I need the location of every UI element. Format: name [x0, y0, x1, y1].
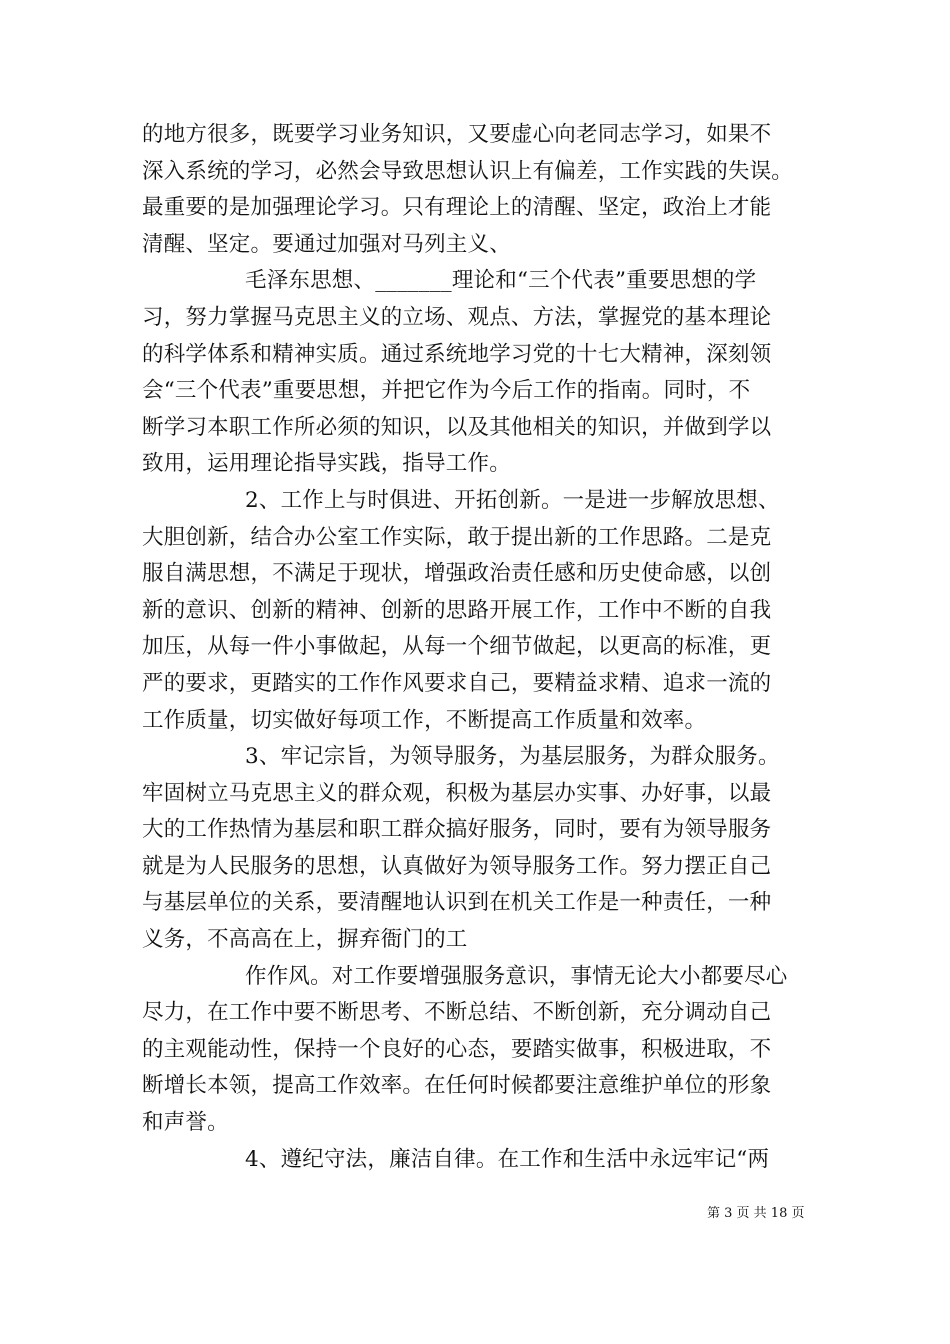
paragraph-start-line: 作作风。对工作要增强服务意识，事情无论大小都要尽心: [245, 963, 788, 989]
paragraph-start-line: 4、遵纪守法，廉洁自律。在工作和生活中永远牢记“两: [245, 1146, 770, 1172]
text-line: 大的工作热情为基层和职工群众搞好服务，同时，要有为领导服务: [142, 817, 772, 843]
text-line: 和声誉。: [142, 1110, 229, 1136]
text-line: 的地方很多，既要学习业务知识，又要虚心向老同志学习，如果不: [142, 122, 772, 147]
text-line: 会“三个代表”重要思想，并把它作为今后工作的指南。同时，不: [142, 378, 751, 404]
page-number: 第 3 页 共 18 页: [707, 1206, 805, 1221]
text-line: 就是为人民服务的思想，认真做好为领导服务工作。努力摆正自己: [142, 853, 772, 879]
text-line: 与基层单位的关系，要清醒地认识到在机关工作是一种责任，一种: [142, 890, 772, 916]
text-line: 服自满思想，不满足于现状，增强政治责任感和历史使命感，以创: [142, 561, 772, 587]
text-line: 工作质量，切实做好每项工作，不断提高工作质量和效率。: [142, 707, 707, 733]
text-line: 的科学体系和精神实质。通过系统地学习党的十七大精神，深刻领: [142, 341, 772, 367]
document-body: [142, 117, 822, 1178]
text-line: 加压，从每一件小事做起，从每一个细节做起，以更高的标准，更: [142, 634, 772, 660]
text-line: 断学习本职工作所必须的知识，以及其他相关的知识，并做到学以: [142, 414, 772, 440]
text-line: 的主观能动性，保持一个良好的心态，要踏实做事，积极进取，不: [142, 1036, 772, 1062]
text-line: 深入系统的学习，必然会导致思想认识上有偏差，工作实践的失误。: [142, 158, 794, 184]
text-line: 习，努力掌握马克思主义的立场、观点、方法，掌握党的基本理论: [142, 304, 772, 330]
text-line: 新的意识、创新的精神、创新的思路开展工作，工作中不断的自我: [142, 597, 772, 623]
paragraph-start-line: 毛泽东思想、_______理论和“三个代表”重要思想的学: [245, 268, 757, 294]
text-line: 断增长本领，提高工作效率。在任何时候都要注意维护单位的形象: [142, 1073, 772, 1099]
text-line: 大胆创新，结合办公室工作实际，敢于提出新的工作思路。二是克: [142, 524, 772, 550]
text-line: 牢固树立马克思主义的群众观，积极为基层办实事、办好事，以最: [142, 780, 772, 806]
text-line: 严的要求，更踏实的工作作风要求自己，要精益求精、追求一流的: [142, 670, 772, 696]
text-line: 尽力，在工作中要不断思考、不断总结、不断创新，充分调动自己: [142, 1000, 772, 1026]
text-line: 义务，不高高在上，摒弃衙门的工: [142, 927, 468, 953]
paragraph-start-line: 2、工作上与时俱进、开拓创新。一是进一步解放思想、: [245, 487, 780, 513]
text-line: 最重要的是加强理论学习。只有理论上的清醒、坚定，政治上才能: [142, 195, 772, 221]
text-line: 清醒、坚定。要通过加强对马列主义、: [142, 231, 511, 257]
text-line: 致用，运用理论指导实践，指导工作。: [142, 451, 511, 477]
paragraph-start-line: 3、牢记宗旨，为领导服务，为基层服务，为群众服务。: [245, 744, 780, 770]
